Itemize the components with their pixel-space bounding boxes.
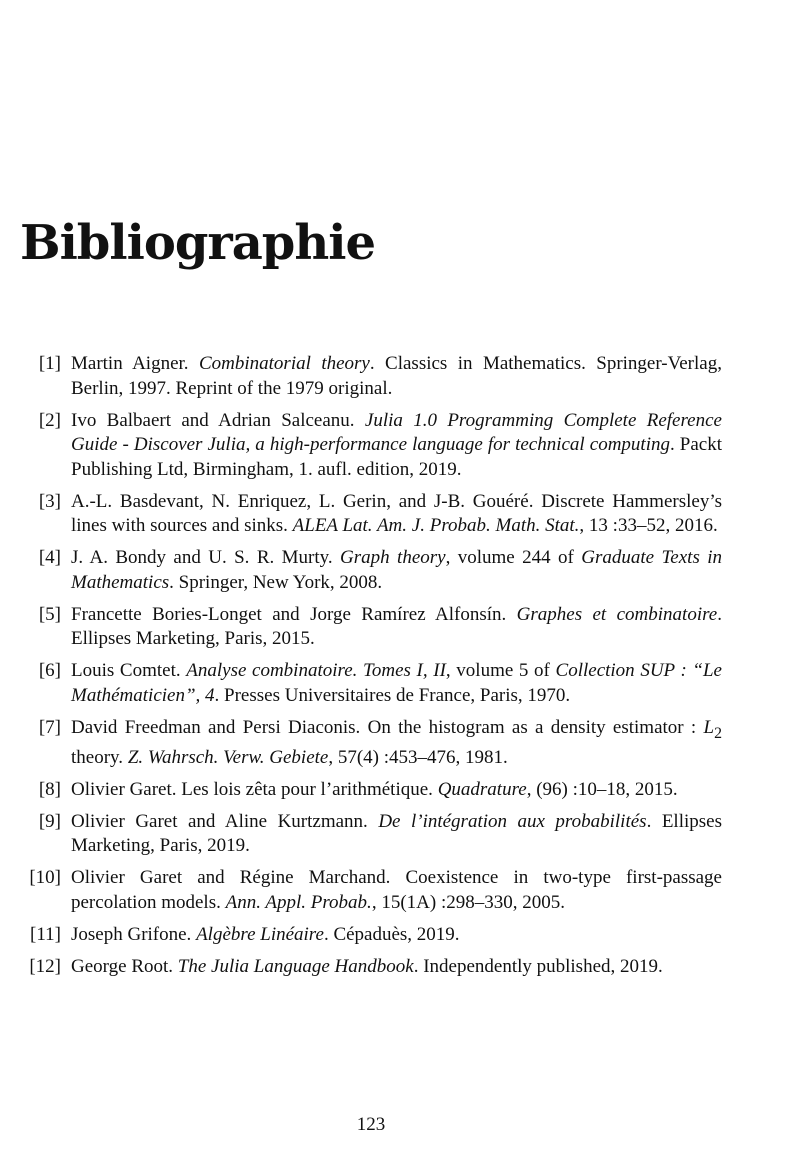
entry-italic-text: Algèbre Linéaire: [196, 923, 324, 945]
entry-number: [20, 810, 71, 859]
entry-number: [20, 603, 71, 652]
entry-italic-text: Quadrature: [437, 778, 527, 800]
entry-number-label: [12]: [29, 955, 61, 977]
bibliography-entry: [20, 352, 722, 401]
chapter-title: Bibliographie: [20, 215, 376, 271]
bibliography-entry: [20, 716, 722, 771]
entry-text-segment: . Springer, New York, 2008.: [169, 571, 383, 593]
entry-number: [20, 923, 71, 948]
entry-italic-text: ALEA Lat. Am. J. Probab. Math. Stat.: [292, 515, 580, 536]
entry-text-segment: Olivier Garet and Régine Marchand. Coexistence in two-type first-passage percolation models.: [71, 867, 722, 913]
entry-text: [71, 352, 722, 401]
entry-text: [71, 546, 722, 595]
entry-text-segment: Ivo Balbaert and Adrian Salceanu.: [71, 409, 365, 431]
entry-text: [71, 955, 722, 980]
entry-number-label: [4]: [38, 547, 61, 568]
entry-subscript: 2: [714, 724, 722, 742]
entry-text: [71, 810, 722, 859]
entry-number: [20, 778, 71, 803]
entry-italic-text: L: [703, 716, 715, 738]
entry-text: [71, 490, 722, 539]
entry-number-label: [3]: [38, 490, 61, 512]
bibliography-entry: [20, 659, 722, 708]
entry-number-label: [7]: [38, 716, 61, 738]
entry-text-segment: , 57(4) :453–476, 1981.: [328, 746, 508, 768]
entry-text-segment: George Root.: [71, 955, 178, 977]
entry-number-label: [11]: [30, 923, 61, 945]
entry-text-segment: . Classics in Mathematics. Springer-Verlag, Berlin, 1997. Reprint of the 1979 original.: [71, 353, 722, 399]
entry-text-segment: Francette Bories-Longet and Jorge Ramírez Alfonsín.: [71, 603, 517, 625]
entry-text-segment: J. A. Bondy and U. S. R. Murty.: [71, 547, 341, 568]
entry-text-segment: . Presses Universitaires de France, Paris, 1970.: [214, 684, 571, 706]
entry-italic-text: Graduate Texts in Mathematics: [71, 547, 723, 593]
entry-text-segment: theory.: [71, 746, 128, 768]
entry-text-segment: . Ellipses Marketing, Paris, 2015.: [71, 603, 722, 649]
entry-text: [71, 778, 722, 803]
entry-number-label: [8]: [38, 778, 61, 800]
bibliography-entry: [20, 866, 722, 915]
entry-text-segment: Olivier Garet. Les lois zêta pour l’arithmétique.: [71, 778, 438, 800]
entry-number-label: [9]: [38, 810, 61, 832]
entry-number: [20, 659, 71, 708]
bibliography-entry: [20, 409, 722, 483]
page-number: 123: [356, 1114, 386, 1135]
entry-italic-text: Z. Wahrsch. Verw. Gebiete: [127, 746, 329, 768]
entry-number: [20, 716, 71, 771]
bibliography-entry: [20, 810, 722, 859]
entry-italic-text: Graph theory: [340, 547, 446, 568]
entry-italic-text: The Julia Language Handbook: [177, 955, 414, 977]
entry-text: [71, 923, 722, 948]
entry-number: [20, 955, 71, 980]
entry-italic-text: Julia 1.0 Programming Complete Reference Guide - Discover Julia, a high-performance language for technical computing: [71, 409, 722, 455]
bibliography-entry: [20, 955, 722, 980]
bibliography-entry: [20, 546, 722, 595]
bibliography-entry: [20, 923, 722, 948]
entry-number: [20, 546, 71, 595]
entry-text-segment: . Ellipses Marketing, Paris, 2019.: [71, 810, 722, 857]
entry-text-segment: Olivier Garet and Aline Kurtzmann.: [71, 810, 379, 832]
entry-italic-text: Graphes et combinatoire: [516, 603, 718, 625]
entry-text-segment: , volume 244 of: [445, 547, 582, 568]
bibliography-entry: [20, 778, 722, 803]
bibliography-list: [20, 352, 722, 987]
entry-text-segment: , volume 5 of: [445, 660, 556, 681]
entry-text-segment: . Cépaduès, 2019.: [323, 923, 460, 945]
entry-text-segment: David Freedman and Persi Diaconis. On the histogram as a density estimator :: [71, 716, 704, 738]
entry-text: [71, 716, 722, 771]
entry-text: [71, 659, 722, 708]
entry-text-segment: , (96) :10–18, 2015.: [526, 778, 678, 800]
entry-text-segment: , 15(1A) :298–330, 2005.: [371, 891, 565, 913]
entry-text-segment: . Independently published, 2019.: [413, 955, 663, 977]
entry-number: [20, 866, 71, 915]
entry-text-segment: Joseph Grifone.: [71, 923, 197, 945]
entry-text: [71, 603, 722, 652]
entry-number-label: [6]: [38, 660, 61, 681]
entry-italic-text: Collection SUP : “Le Mathématicien”, 4: [71, 660, 722, 706]
entry-number-label: [2]: [38, 409, 61, 431]
entry-text-segment: A.-L. Basdevant, N. Enriquez, L. Gerin, and J-B. Gouéré. Discrete Hammersley’s lines with sources and sinks.: [71, 490, 722, 536]
entry-number-label: [10]: [29, 867, 61, 889]
entry-italic-text: De l’intégration aux probabilités: [378, 810, 647, 832]
entry-text: [71, 866, 722, 915]
entry-number: [20, 352, 71, 401]
entry-number: [20, 490, 71, 539]
entry-text-segment: . Packt Publishing Ltd, Birmingham, 1. aufl. edition, 2019.: [71, 434, 722, 480]
entry-text-segment: Martin Aigner.: [71, 353, 199, 374]
entry-number: [20, 409, 71, 483]
entry-number-label: [1]: [38, 353, 61, 374]
entry-italic-text: Analyse combinatoire. Tomes I, II: [186, 660, 446, 681]
entry-text-segment: , 13 :33–52, 2016.: [579, 515, 718, 536]
entry-italic-text: Combinatorial theory: [198, 353, 370, 374]
entry-text: [71, 409, 722, 483]
bibliography-entry: [20, 603, 722, 652]
entry-number-label: [5]: [38, 603, 61, 625]
entry-italic-text: Ann. Appl. Probab.: [225, 891, 372, 913]
entry-text-segment: Louis Comtet.: [71, 660, 187, 681]
bibliography-entry: [20, 490, 722, 539]
